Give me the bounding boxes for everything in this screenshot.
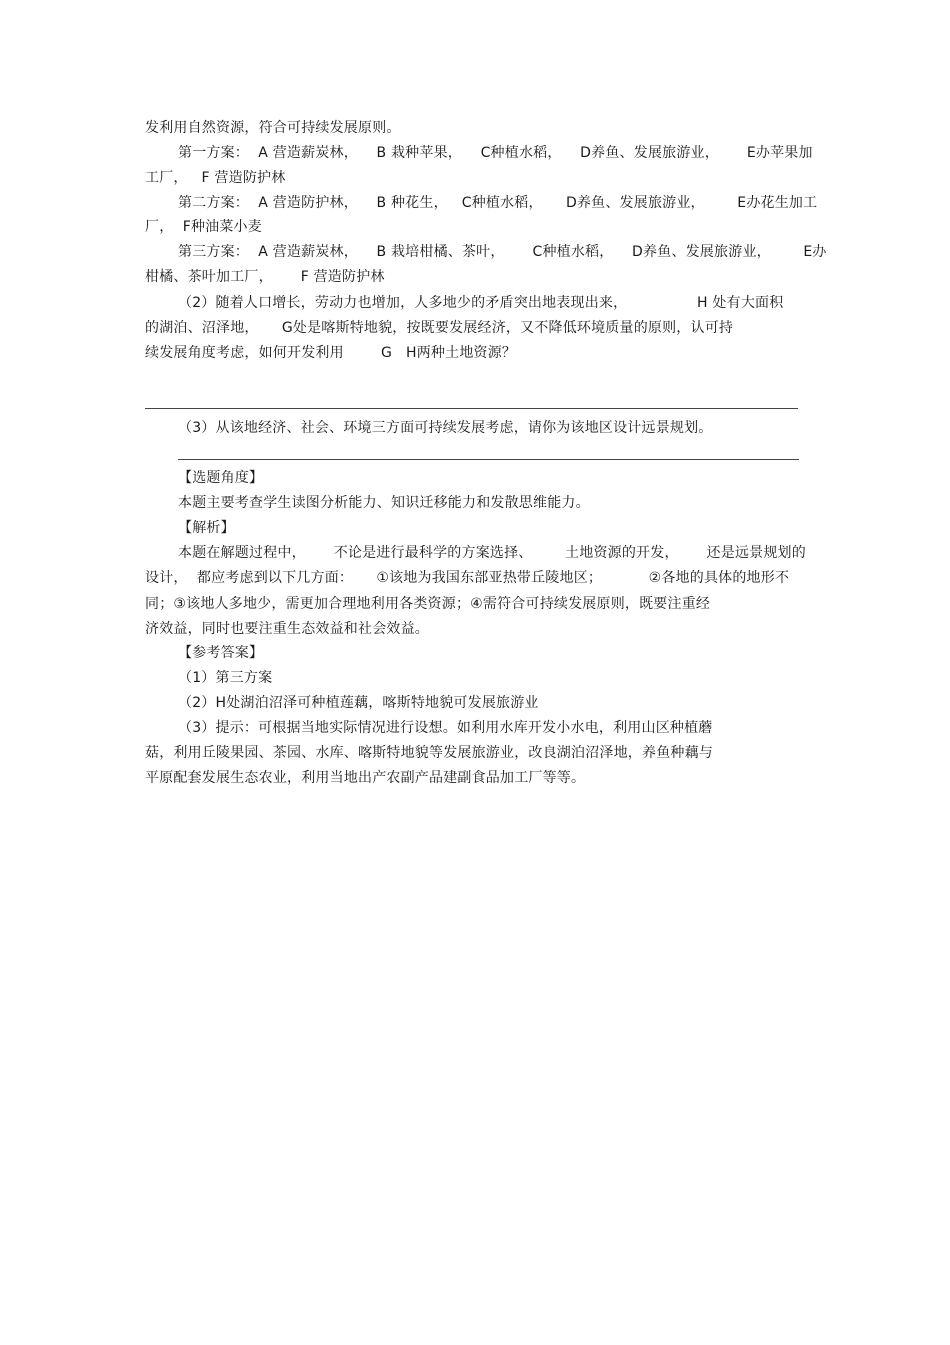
text-line: 第三方案： A 营造薪炭林， B 栽培柑橘、茶叶， C种植水稻， D养鱼、发展旅游业， E办 (178, 244, 827, 260)
text-line: 本题在解题过程中， 不论是进行最科学的方案选择、 土地资源的开发， 还是远景规划的 (178, 545, 806, 561)
section-heading: 【参考答案】 (178, 645, 264, 661)
text-line: 第一方案： A 营造薪炭林， B 栽种苹果， C种植水稻， D养鱼、发展旅游业， E办苹果加 (178, 145, 813, 161)
text-line: （1）第三方案 (178, 670, 273, 686)
section-heading: 【解析】 (178, 520, 235, 536)
text-line: （3）从该地经济、社会、环境三方面可持续发展考虑，请你为该地区设计远景规划。 (178, 420, 713, 436)
text-line: （2）随着人口增长，劳动力也增加，人多地少的矛盾突出地表现出来， H 处有大面积 (178, 295, 784, 311)
text-line: 菇，利用丘陵果园、茶园、水库、喀斯特地貌等发展旅游业，改良湖泊沼泽地，养鱼种藕与 (145, 745, 713, 761)
text-line: （2）H处湖泊沼泽可种植莲藕，喀斯特地貌可发展旅游业 (178, 695, 539, 711)
text-line: 发利用自然资源，符合可持续发展原则。 (145, 120, 401, 136)
text-line: 设计， 都应考虑到以下几方面： ①该地为我国东部亚热带丘陵地区； ②各地的具体的地形不 (145, 570, 790, 586)
section-heading: 【选题角度】 (178, 470, 264, 486)
text-line: 济效益，同时也要注重生态效益和社会效益。 (145, 621, 429, 637)
text-line: 平原配套发展生态农业，利用当地出产农副产品建副食品加工厂等等。 (145, 770, 586, 786)
answer-blank-line (178, 459, 799, 460)
text-line: 本题主要考查学生读图分析能力、知识迁移能力和发散思维能力。 (178, 495, 590, 511)
text-line: （3）提示：可根据当地实际情况进行设想。如利用水库开发小水电，利用山区种植蘑 (178, 720, 713, 736)
text-line: 工厂， F 营造防护林 (145, 170, 286, 186)
text-line: 续发展角度考虑，如何开发利用 G H两种土地资源？ (145, 345, 517, 361)
answer-blank-line (145, 408, 798, 409)
text-line: 柑橘、茶叶加工厂， F 营造防护林 (145, 269, 385, 285)
text-line: 厂， F种油菜小麦 (145, 219, 262, 235)
text-line: 的湖泊、沼泽地， G处是喀斯特地貌，按既要发展经济，又不降低环境质量的原则，认可持 (145, 320, 734, 336)
text-line: 同；③该地人多地少，需更加合理地利用各类资源；④需符合可持续发展原则，既要注重经 (145, 596, 711, 612)
text-line: 第二方案： A 营造防护林， B 种花生， C种植水稻， D养鱼、发展旅游业， E办花生加工 (178, 195, 818, 211)
